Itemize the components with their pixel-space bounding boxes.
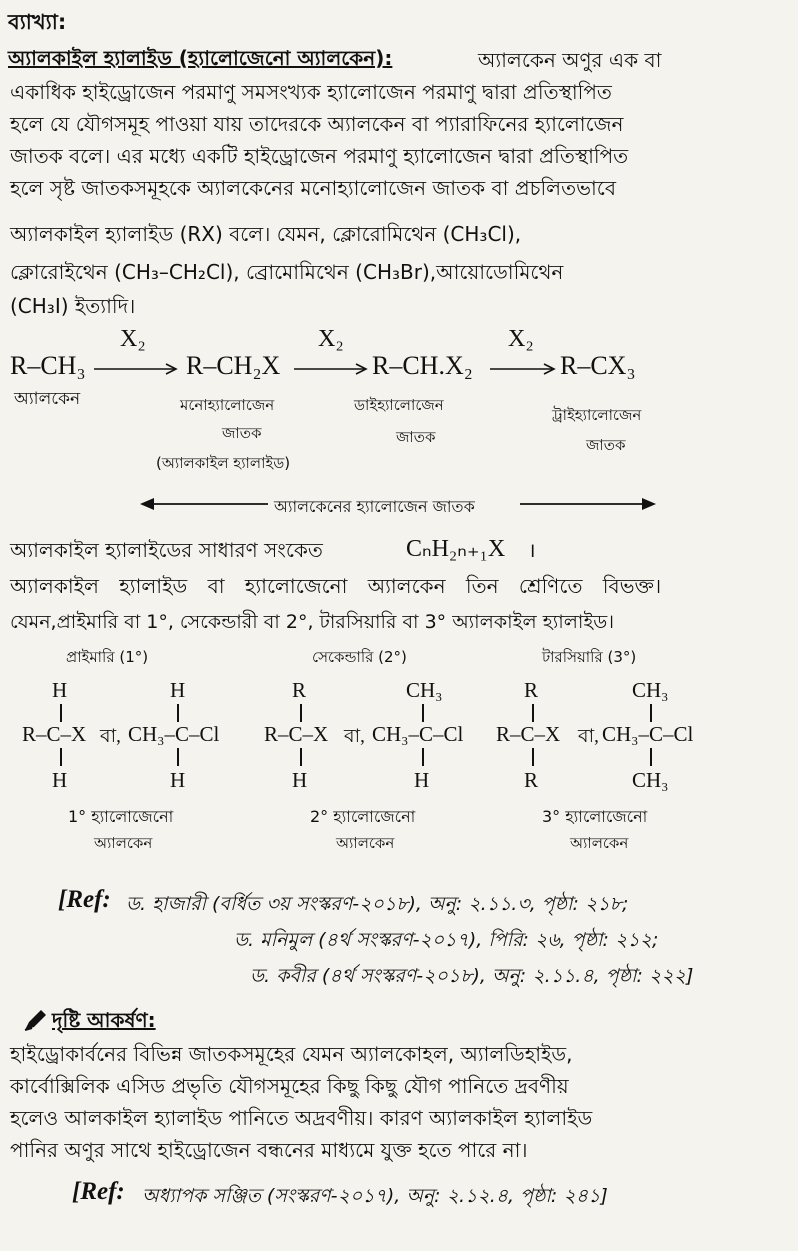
general-formula-end: ।: [528, 538, 536, 562]
general-formula-text: অ্যালকাইল হ্যালাইডের সাধারণ সংকেত: [10, 538, 323, 562]
para1-line: অ্যালকাইল হ্যালাইড (RX) বলে। যেমন, ক্লোরোমিথেন (CH₃Cl),: [10, 222, 522, 246]
pen-icon: [22, 1008, 48, 1034]
ref-line: ড. মনিমুল (৪র্থ সংস্করণ-২০১৭), পিরি: ২৬, পৃষ্ঠা: ২১২;: [234, 929, 659, 951]
atom-H: H: [292, 768, 308, 792]
atom-R: R: [524, 768, 539, 792]
secondary-caption: অ্যালকেন: [336, 834, 395, 852]
primary-title: প্রাইমারি (1°): [66, 648, 149, 666]
atom-H: H: [170, 768, 186, 792]
tertiary-caption: 3° হ্যালোজেনো: [542, 807, 648, 826]
para1-line: অ্যালকেন অণুর এক বা: [478, 48, 662, 72]
primary-caption: অ্যালকেন: [94, 834, 153, 852]
label-di: ডাইহ্যালোজেন: [354, 396, 444, 414]
atom-R: R: [524, 678, 539, 702]
reagent-label: X₂: [318, 326, 344, 352]
reagent-label: X₂: [120, 326, 146, 352]
secondary-core: R–C–X: [264, 722, 329, 746]
attention-line: হাইড্রোকার্বনের বিভিন্ন জাতকসমূহের যেমন অ্যালকোহল, অ্যালডিহাইড,: [10, 1042, 573, 1066]
para1-line: একাধিক হাইড্রোজেন পরমাণু সমসংখ্যক হ্যালোজেন পরমাণু দ্বারা প্রতিস্থাপিত: [10, 80, 612, 104]
classification-line: অ্যালকাইল হ্যালাইড বা হ্যালোজেনো অ্যালকেন তিন শ্রেণিতে বিভক্ত।: [10, 574, 662, 598]
label-tri: জাতক: [586, 436, 626, 454]
atom-H: H: [170, 678, 186, 702]
reagent-label: X₂: [508, 326, 534, 352]
secondary-chain: CH₃–C–Cl: [372, 722, 464, 746]
ref-prefix: [Ref:: [72, 1178, 125, 1205]
label-mono: মনোহ্যালোজেন: [180, 396, 275, 414]
attention-title: দৃষ্টি আকর্ষণ:: [52, 1008, 156, 1032]
tertiary-caption: অ্যালকেন: [570, 834, 629, 852]
atom-H: H: [52, 678, 68, 702]
tertiary-core: R–C–X: [496, 722, 561, 746]
or-label: বা,: [100, 726, 121, 747]
ref-line: ড. হাজারী (বর্ধিত ৩য় সংস্করণ-২০১৮), অনু: ২.১১.৩, পৃষ্ঠা: ২১৮;: [126, 893, 629, 915]
arrow-left-icon: [140, 496, 270, 512]
para1-line: ক্লোরোইথেন (CH₃–CH₂Cl), ব্রোমোমিথেন (CH₃Br),আয়োডোমিথেন: [10, 260, 564, 284]
label-di: জাতক: [396, 428, 436, 446]
label-mono: জাতক: [222, 424, 262, 442]
primary-caption: 1° হ্যালোজেনো: [68, 807, 174, 826]
tertiary-title: টারসিয়ারি (3°): [542, 648, 637, 666]
secondary-caption: 2° হ্যালোজেনো: [310, 807, 416, 826]
attention-line: পানির অণুর সাথে হাইড্রোজেন বন্ধনের মাধ্যমে যুক্ত হতে পারে না।: [10, 1138, 528, 1162]
species-tri: R–CX₃: [560, 351, 636, 380]
label-mono: (অ্যালকাইল হ্যালাইড): [156, 454, 291, 472]
atom-CH3: CH₃: [632, 768, 669, 792]
or-label: বা,: [578, 726, 599, 747]
alkyl-halide-title: অ্যালকাইল হ্যালাইড (হ্যালোজেনো অ্যালকেন):: [8, 46, 393, 70]
ref-prefix: [Ref:: [58, 886, 111, 913]
secondary-title: সেকেন্ডারি (2°): [312, 648, 407, 666]
classification-line: যেমন,প্রাইমারি বা 1°, সেকেন্ডারী বা 2°, টারসিয়ারি বা 3° অ্যালকাইল হ্যালাইড।: [10, 611, 615, 633]
attention-line: হলেও আলকাইল হ্যালাইড পানিতে অদ্রবণীয়। কারণ অ্যালকাইল হ্যালাইড: [10, 1106, 593, 1130]
attention-line: কার্বোক্সিলিক এসিড প্রভৃতি যৌগসমূহের কিছু কিছু যৌগ পানিতে দ্রবণীয়: [10, 1074, 569, 1098]
species-di: R–CH.X₂: [372, 351, 473, 380]
or-label: বা,: [344, 726, 365, 747]
atom-R: R: [292, 678, 307, 702]
section-heading: ব্যাখ্যা:: [8, 10, 67, 34]
arrow-right-icon: [94, 362, 180, 376]
atom-CH3: CH₃: [632, 678, 669, 702]
species-alkane: R–CH₃: [10, 351, 86, 380]
para1-line: হলে যে যৌগসমূহ পাওয়া যায় তাদেরকে অ্যালকেন বা প্যারাফিনের হ্যালোজেন: [10, 112, 624, 136]
general-formula: CₙH₂ₙ₊₁X: [406, 536, 506, 562]
atom-H: H: [52, 768, 68, 792]
atom-H: H: [414, 768, 430, 792]
species-mono: R–CH₂X: [186, 351, 281, 380]
ref-line: ড. কবীর (৪র্থ সংস্করণ-২০১৮), অনু: ২.১১.৪, পৃষ্ঠা: ২২২]: [250, 965, 694, 987]
halogen-derivative-banner: অ্যালকেনের হ্যালোজেন জাতক: [274, 497, 475, 516]
atom-CH3: CH₃: [406, 678, 443, 702]
arrow-right-icon: [294, 362, 370, 376]
tertiary-chain: CH₃–C–Cl: [602, 722, 694, 746]
para1-line: (CH₃I) ইত্যাদি।: [10, 294, 136, 318]
ref-line: অধ্যাপক সঞ্জিত (সংস্করণ-২০১৭), অনু: ২.১২.৪, পৃষ্ঠা: ২৪১]: [142, 1185, 608, 1207]
primary-core: R–C–X: [22, 722, 87, 746]
para1-line: জাতক বলে। এর মধ্যে একটি হাইড্রোজেন পরমাণু হ্যালোজেন দ্বারা প্রতিস্থাপিত: [10, 144, 629, 168]
label-tri: ট্রাইহ্যালোজেন: [552, 406, 642, 424]
arrow-right-icon: [520, 496, 658, 512]
para1-line: হলে সৃষ্ট জাতকসমূহকে অ্যালকেনের মনোহ্যালোজেন জাতক বা প্রচলিতভাবে: [10, 176, 616, 200]
arrow-right-icon: [490, 362, 558, 376]
primary-chain: CH₃–C–Cl: [128, 722, 220, 746]
label-alkane: অ্যালকেন: [14, 389, 81, 409]
